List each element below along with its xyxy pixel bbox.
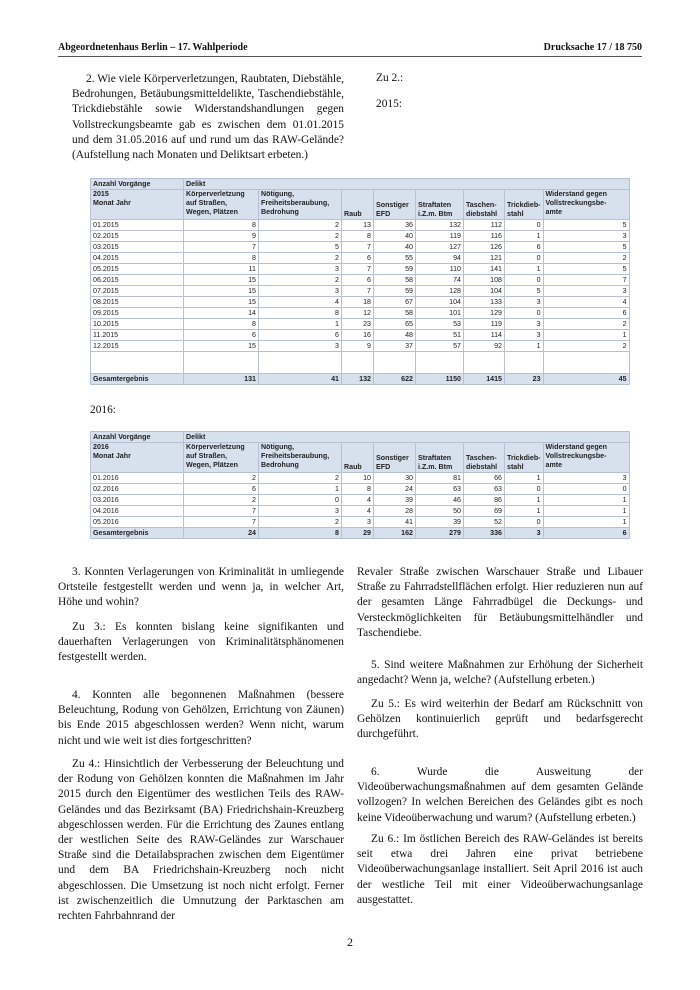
answer-2-label: Zu 2.:	[376, 72, 404, 84]
month-cell: 05.2015	[91, 264, 184, 275]
month-cell: 01.2016	[91, 473, 184, 484]
col-robbery: Raub	[342, 190, 374, 220]
col-pickpocketing	[464, 190, 505, 220]
month-cell: 10.2015	[91, 319, 184, 330]
answer-5: Zu 5.: Es wird weiterhin der Bedarf am Rückschnitt von Gehölzen kontinuierlich geprüft und bedarfsgerecht durchgeführt.	[357, 698, 643, 741]
month-cell: 06.2015	[91, 275, 184, 286]
value-cell: 40	[374, 242, 416, 253]
value-cell: 0	[543, 484, 629, 495]
question-4: 4. Konnten alle begonnenen Maßnahmen (bessere Beleuchtung, Rodung von Gehölzen, Errichtung von Zäunen) bis Ende 2015 abgeschlossen werden? Wenn nicht, warum nicht und wie weit ist dies fortgeschritten?	[58, 689, 344, 747]
year-label: 2015	[93, 190, 109, 198]
col-coercion-l2: Freiheitsberaubung,	[261, 199, 330, 207]
year-2015-label: 2015:	[376, 98, 402, 110]
year-label: 2016	[93, 443, 109, 451]
value-cell: 2	[184, 473, 259, 484]
col-coercion-l1: Nötigung,	[261, 190, 295, 198]
table-row	[91, 506, 630, 517]
value-cell: 40	[374, 231, 416, 242]
value-cell: 8	[184, 319, 259, 330]
col-other-theft	[374, 190, 416, 220]
col-resistance-l1: Widerstand gegen	[545, 190, 607, 198]
value-cell: 39	[374, 495, 416, 506]
value-cell: 46	[416, 495, 464, 506]
value-cell: 0	[505, 484, 544, 495]
value-cell: 94	[416, 253, 464, 264]
question-5: 5. Sind weitere Maßnahmen zur Erhöhung der Sicherheit angedacht? Wenn ja, welche? (Aufstellung erbeten.)	[357, 659, 643, 687]
col-resistance-l2: Vollstreckungsbe-	[545, 452, 607, 460]
value-cell: 15	[184, 341, 259, 352]
value-cell: 5	[543, 264, 629, 275]
month-cell: 03.2015	[91, 242, 184, 253]
value-cell: 4	[543, 297, 629, 308]
total-cell: 131	[184, 374, 259, 385]
year-2016-label: 2016:	[90, 404, 116, 416]
value-cell: 108	[464, 275, 505, 286]
value-cell: 5	[543, 220, 629, 231]
table-row	[91, 319, 630, 330]
value-cell: 69	[464, 506, 505, 517]
table-row	[91, 275, 630, 286]
value-cell: 8	[184, 253, 259, 264]
value-cell: 2	[259, 473, 342, 484]
col-resistance-l1: Widerstand gegen	[545, 443, 607, 451]
value-cell: 66	[464, 473, 505, 484]
value-cell: 28	[374, 506, 416, 517]
total-cell: 279	[416, 528, 464, 539]
value-cell: 65	[374, 319, 416, 330]
table-row	[91, 220, 630, 231]
month-cell: 03.2016	[91, 495, 184, 506]
value-cell: 59	[374, 264, 416, 275]
total-cell: 23	[505, 374, 544, 385]
col-drugs-l1: Straftaten	[418, 201, 452, 209]
value-cell: 5	[505, 286, 544, 297]
value-cell: 1	[543, 495, 629, 506]
col-coercion-l3: Bedrohung	[261, 208, 299, 216]
col-other-theft	[374, 443, 416, 473]
month-cell: 12.2015	[91, 341, 184, 352]
col-coercion	[259, 443, 342, 473]
value-cell: 1	[505, 341, 544, 352]
value-cell: 16	[342, 330, 374, 341]
total-cell: 132	[342, 374, 374, 385]
value-cell: 141	[464, 264, 505, 275]
col-assault-l2: auf Straßen,	[186, 199, 227, 207]
value-cell: 6	[184, 484, 259, 495]
value-cell: 7	[543, 275, 629, 286]
value-cell: 1	[505, 473, 544, 484]
value-cell: 36	[374, 220, 416, 231]
month-cell: 11.2015	[91, 330, 184, 341]
table-2016	[90, 431, 630, 539]
value-cell: 5	[543, 242, 629, 253]
col-drugs-l2: i.Z.m. Btm	[418, 463, 453, 471]
total-cell: 162	[374, 528, 416, 539]
month-year-label: Monat Jahr	[93, 452, 131, 460]
value-cell: 37	[374, 341, 416, 352]
col-resistance-l3: amte	[545, 208, 563, 216]
table-row	[91, 341, 630, 352]
col-coercion-l3: Bedrohung	[261, 461, 299, 469]
value-cell: 128	[416, 286, 464, 297]
col-coercion-l1: Nötigung,	[261, 443, 295, 451]
table-row	[91, 484, 630, 495]
month-cell: 08.2015	[91, 297, 184, 308]
value-cell: 1	[505, 231, 544, 242]
total-cell: 1150	[416, 374, 464, 385]
value-cell: 0	[505, 308, 544, 319]
value-cell: 2	[543, 319, 629, 330]
table-row	[91, 264, 630, 275]
total-cell: 24	[184, 528, 259, 539]
value-cell: 1	[543, 506, 629, 517]
value-cell: 0	[259, 495, 342, 506]
total-cell: 1415	[464, 374, 505, 385]
value-cell: 3	[505, 319, 544, 330]
answer-6: Zu 6.: Im östlichen Bereich des RAW-Geländes ist bereits seit etwa drei Jahren eine privat betriebene Videoüberwachungsanlage installiert. Seit April 2016 ist auch der westliche Teil mit einer Videoüberwachungsanlage ausgestattet.	[357, 833, 643, 906]
col-pickpocketing-l2: diebstahl	[466, 210, 498, 218]
value-cell: 52	[464, 517, 505, 528]
value-cell: 30	[374, 473, 416, 484]
value-cell: 6	[259, 330, 342, 341]
table-row	[91, 286, 630, 297]
value-cell: 7	[184, 506, 259, 517]
page-number: 2	[347, 935, 353, 949]
value-cell: 8	[342, 231, 374, 242]
month-cell: 07.2015	[91, 286, 184, 297]
value-cell: 63	[464, 484, 505, 495]
value-cell: 3	[259, 264, 342, 275]
total-cell: 3	[505, 528, 544, 539]
header-divider	[58, 56, 642, 57]
col-drugs-l1: Straftaten	[418, 454, 452, 462]
total-cell: 336	[464, 528, 505, 539]
value-cell: 119	[416, 231, 464, 242]
total-cell: 45	[543, 374, 629, 385]
value-cell: 63	[416, 484, 464, 495]
table-row	[91, 517, 630, 528]
col-assault	[184, 190, 259, 220]
table-row	[91, 297, 630, 308]
col-pickpocketing-l2: diebstahl	[466, 463, 498, 471]
answer-4: Zu 4.: Hinsichtlich der Verbesserung der Beleuchtung und der Rodung von Gehölzen konnten die Maßnahmen im Jahr 2015 durch den Eigentümer des westlichen Teils des RAW-Geländes und das Bezirksamt (BA) Friedrichshain-Kreuzberg abgeschlossen werden. Für die Errichtung des Zaunes entlang der westlichen Seite des RAW-Geländes zur Warschauer Straße sind die Detailabsprachen zwischen dem Eigentümer und dem BA Friedrichshain-Kreuzberg noch nicht abgeschlossen. Die Umsetzung ist noch nicht erfolgt. Ferner ist zwischenzeitlich die Umnutzung der Parktaschen am rechten Fahrbahnrand der	[58, 758, 344, 923]
value-cell: 86	[464, 495, 505, 506]
value-cell: 15	[184, 297, 259, 308]
col-assault	[184, 443, 259, 473]
value-cell: 4	[342, 495, 374, 506]
col-other-theft-l2: EFD	[376, 463, 391, 471]
value-cell: 41	[374, 517, 416, 528]
value-cell: 7	[184, 242, 259, 253]
col-resistance-l3: amte	[545, 461, 563, 469]
header-offence-label: Delikt	[184, 179, 630, 190]
col-other-theft-l1: Sonstiger	[376, 201, 409, 209]
value-cell: 3	[543, 473, 629, 484]
value-cell: 7	[342, 264, 374, 275]
value-cell: 1	[259, 319, 342, 330]
col-assault-l1: Körperverletzung	[186, 443, 245, 451]
value-cell: 4	[342, 506, 374, 517]
col-coercion	[259, 190, 342, 220]
value-cell: 9	[342, 341, 374, 352]
value-cell: 5	[259, 242, 342, 253]
table-2015	[90, 178, 630, 385]
value-cell: 2	[259, 231, 342, 242]
table-row	[91, 473, 630, 484]
value-cell: 127	[416, 242, 464, 253]
value-cell: 7	[184, 517, 259, 528]
value-cell: 2	[543, 253, 629, 264]
value-cell: 10	[342, 473, 374, 484]
col-drugs	[416, 443, 464, 473]
value-cell: 3	[543, 286, 629, 297]
value-cell: 8	[259, 308, 342, 319]
col-assault-l3: Wegen, Plätzen	[186, 208, 238, 216]
value-cell: 116	[464, 231, 505, 242]
col-trick-theft-l1: Trickdieb-	[507, 454, 541, 462]
value-cell: 58	[374, 308, 416, 319]
col-assault-l3: Wegen, Plätzen	[186, 461, 238, 469]
header-year-cell	[91, 190, 184, 220]
value-cell: 6	[342, 253, 374, 264]
month-cell: 02.2016	[91, 484, 184, 495]
answer-4-continued: Revaler Straße zwischen Warschauer Straße und Libauer Straße zu Fahrradstellflächen erfolgt. Hier reduzieren nun auf der gesamten Länge Fahrradbügel die Deckungs- und Versteckmöglichkeiten für Betäubungsmittelhändler und Taschendiebe.	[357, 566, 643, 639]
col-pickpocketing-l1: Taschen-	[466, 454, 497, 462]
value-cell: 53	[416, 319, 464, 330]
month-cell: 02.2015	[91, 231, 184, 242]
value-cell: 2	[259, 275, 342, 286]
total-label: Gesamtergebnis	[91, 528, 184, 539]
value-cell: 3	[505, 330, 544, 341]
value-cell: 133	[464, 297, 505, 308]
value-cell: 15	[184, 275, 259, 286]
col-trick-theft	[505, 443, 544, 473]
value-cell: 0	[505, 275, 544, 286]
header-year-cell	[91, 443, 184, 473]
value-cell: 39	[416, 517, 464, 528]
table-row	[91, 242, 630, 253]
value-cell: 1	[259, 484, 342, 495]
value-cell: 112	[464, 220, 505, 231]
value-cell: 74	[416, 275, 464, 286]
header-count-label: Anzahl Vorgänge	[91, 432, 184, 443]
value-cell: 50	[416, 506, 464, 517]
total-cell: 6	[543, 528, 629, 539]
question-3: 3. Konnten Verlagerungen von Kriminalität in umliegende Ortsteile festgestellt werden und wenn ja, in welcher Art, Höhe und wohin?	[58, 566, 344, 609]
col-resistance	[543, 190, 629, 220]
value-cell: 6	[505, 242, 544, 253]
value-cell: 1	[505, 506, 544, 517]
header-count-label: Anzahl Vorgänge	[91, 179, 184, 190]
value-cell: 67	[374, 297, 416, 308]
value-cell: 57	[416, 341, 464, 352]
value-cell: 15	[184, 286, 259, 297]
col-trick-theft-l1: Trickdieb-	[507, 201, 541, 209]
value-cell: 23	[342, 319, 374, 330]
value-cell: 129	[464, 308, 505, 319]
value-cell: 3	[259, 341, 342, 352]
value-cell: 3	[259, 286, 342, 297]
col-resistance-l2: Vollstreckungsbe-	[545, 199, 607, 207]
value-cell: 7	[342, 286, 374, 297]
value-cell: 121	[464, 253, 505, 264]
month-cell: 09.2015	[91, 308, 184, 319]
value-cell: 126	[464, 242, 505, 253]
value-cell: 1	[543, 517, 629, 528]
value-cell: 58	[374, 275, 416, 286]
col-other-theft-l1: Sonstiger	[376, 454, 409, 462]
total-cell: 41	[259, 374, 342, 385]
value-cell: 1	[505, 495, 544, 506]
value-cell: 81	[416, 473, 464, 484]
total-cell: 8	[259, 528, 342, 539]
answer-3: Zu 3.: Es konnten bislang keine signifikanten und dauerhaften Verlagerungen von Kriminalitätsphänomenen festgestellt werden.	[58, 621, 344, 664]
table-row	[91, 330, 630, 341]
value-cell: 13	[342, 220, 374, 231]
col-robbery: Raub	[342, 443, 374, 473]
col-assault-l1: Körperverletzung	[186, 190, 245, 198]
col-trick-theft-l2: stahl	[507, 210, 524, 218]
value-cell: 18	[342, 297, 374, 308]
value-cell: 2	[259, 253, 342, 264]
value-cell: 9	[184, 231, 259, 242]
col-trick-theft-l2: stahl	[507, 463, 524, 471]
value-cell: 4	[259, 297, 342, 308]
value-cell: 104	[464, 286, 505, 297]
value-cell: 0	[505, 517, 544, 528]
value-cell: 6	[342, 275, 374, 286]
value-cell: 114	[464, 330, 505, 341]
month-cell: 04.2016	[91, 506, 184, 517]
value-cell: 1	[505, 264, 544, 275]
col-coercion-l2: Freiheitsberaubung,	[261, 452, 330, 460]
question-2: 2. Wie viele Körperverletzungen, Raubtaten, Diebstähle, Bedrohungen, Betäubungsmitteldelikte, Taschendiebstähle, Trickdiebstähle sowie Widerstandshandlungen gegen Vollstreckungsbeamte gab es zwischen dem 01.01.2015 und dem 31.05.2016 auf und rund um das RAW-Gelände? (Aufstellung nach Monaten und Deliktsart erbeten.)	[72, 73, 344, 162]
month-year-label: Monat Jahr	[93, 199, 131, 207]
value-cell: 11	[184, 264, 259, 275]
value-cell: 3	[543, 231, 629, 242]
col-trick-theft	[505, 190, 544, 220]
month-cell: 04.2015	[91, 253, 184, 264]
month-cell: 05.2016	[91, 517, 184, 528]
value-cell: 2	[259, 517, 342, 528]
col-pickpocketing	[464, 443, 505, 473]
col-pickpocketing-l1: Taschen-	[466, 201, 497, 209]
value-cell: 7	[342, 242, 374, 253]
table-row	[91, 253, 630, 264]
col-drugs	[416, 190, 464, 220]
value-cell: 2	[184, 495, 259, 506]
value-cell: 0	[505, 253, 544, 264]
value-cell: 55	[374, 253, 416, 264]
value-cell: 8	[342, 484, 374, 495]
value-cell: 24	[374, 484, 416, 495]
value-cell: 14	[184, 308, 259, 319]
total-cell: 29	[342, 528, 374, 539]
total-label: Gesamtergebnis	[91, 374, 184, 385]
header-offence-label: Delikt	[184, 432, 630, 443]
value-cell: 3	[505, 297, 544, 308]
value-cell: 0	[505, 220, 544, 231]
header-document-number: Drucksache 17 / 18 750	[543, 42, 642, 53]
value-cell: 59	[374, 286, 416, 297]
table-row	[91, 495, 630, 506]
value-cell: 6	[184, 330, 259, 341]
value-cell: 2	[259, 220, 342, 231]
value-cell: 48	[374, 330, 416, 341]
value-cell: 101	[416, 308, 464, 319]
header-parliament: Abgeordnetenhaus Berlin – 17. Wahlperiode	[58, 42, 248, 53]
value-cell: 104	[416, 297, 464, 308]
col-assault-l2: auf Straßen,	[186, 452, 227, 460]
month-cell: 01.2015	[91, 220, 184, 231]
col-other-theft-l2: EFD	[376, 210, 391, 218]
value-cell: 92	[464, 341, 505, 352]
total-cell: 622	[374, 374, 416, 385]
value-cell: 2	[543, 341, 629, 352]
value-cell: 6	[543, 308, 629, 319]
value-cell: 1	[543, 330, 629, 341]
col-resistance	[543, 443, 629, 473]
question-6: 6. Wurde die Ausweitung der Videoüberwachungsmaßnahmen auf dem gesamten Gelände vollzogen? In welchen Bereichen des Geländes gibt es noch keine Videoüberwachung und warum? (Aufstellung erbeten.)	[357, 766, 643, 824]
table-row	[91, 231, 630, 242]
value-cell: 132	[416, 220, 464, 231]
value-cell: 3	[342, 517, 374, 528]
value-cell: 3	[259, 506, 342, 517]
value-cell: 119	[464, 319, 505, 330]
col-drugs-l2: i.Z.m. Btm	[418, 210, 453, 218]
value-cell: 12	[342, 308, 374, 319]
value-cell: 110	[416, 264, 464, 275]
value-cell: 51	[416, 330, 464, 341]
table-row	[91, 308, 630, 319]
value-cell: 8	[184, 220, 259, 231]
